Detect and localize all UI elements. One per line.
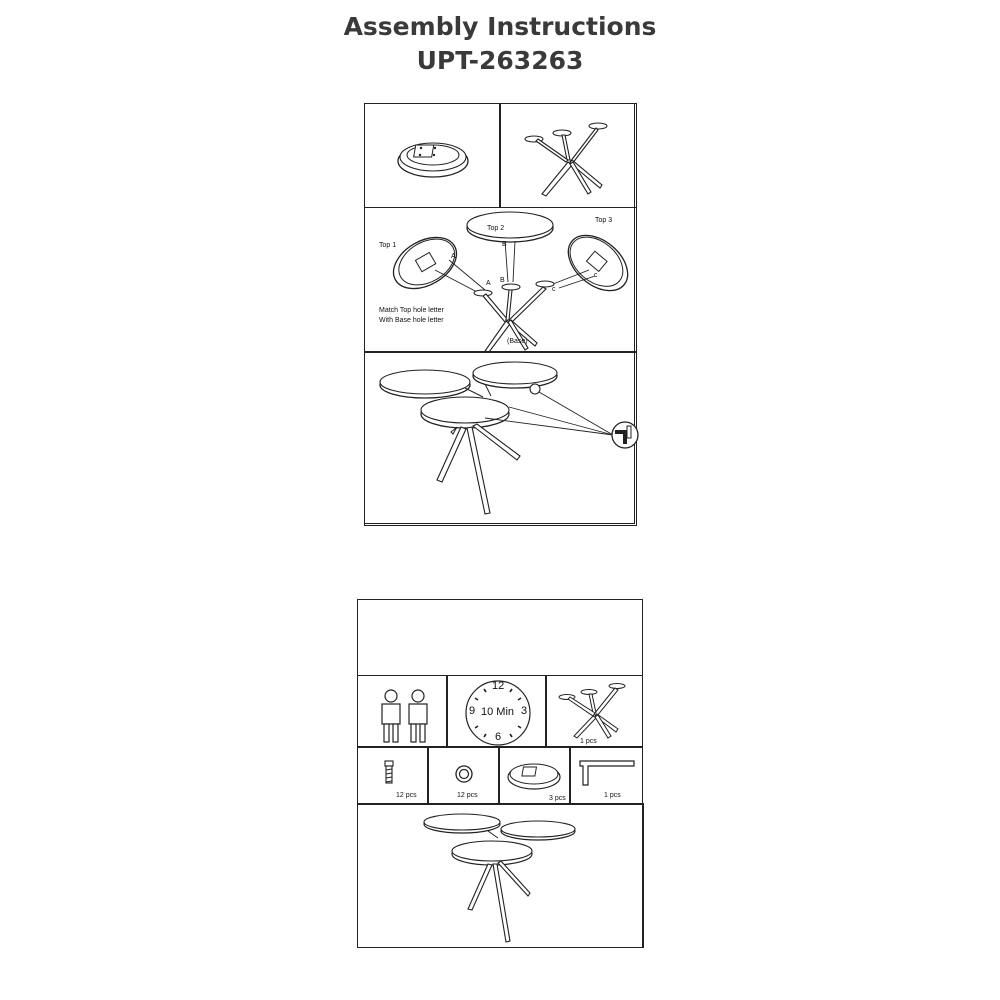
parts-list-panel bbox=[357, 599, 643, 948]
clock-number-12: 12 bbox=[492, 680, 505, 692]
screw-icon bbox=[358, 747, 430, 806]
hole-letter-a-base: A bbox=[486, 280, 491, 287]
clock-number-3: 3 bbox=[521, 705, 528, 717]
washer-quantity: 12 pcs bbox=[457, 792, 478, 799]
hole-letter-b-base: B bbox=[500, 277, 505, 284]
hole-letter-c-base: c bbox=[552, 286, 556, 293]
finished-table-illustration bbox=[358, 804, 645, 949]
tighten-screws-diagram bbox=[365, 352, 638, 527]
hole-letter-c-top: c bbox=[594, 272, 598, 279]
round-top-illustration bbox=[365, 104, 502, 209]
top-2-label: Top 2 bbox=[487, 225, 505, 232]
x-base-illustration bbox=[500, 104, 638, 209]
step-2-cell-matching bbox=[364, 207, 637, 353]
top-3-label: Top 3 bbox=[595, 217, 613, 224]
wrench-quantity: 1 pcs bbox=[604, 792, 621, 799]
assembly-time-label: 10 Min bbox=[481, 706, 515, 718]
model-number: UPT-263263 bbox=[416, 46, 584, 75]
step-1-cell-base bbox=[499, 103, 637, 208]
assembly-time-cell bbox=[446, 675, 547, 748]
top-quantity: 3 pcs bbox=[549, 795, 566, 802]
step-3-cell-tighten bbox=[364, 351, 637, 526]
hole-letter-b-top: B bbox=[502, 241, 507, 248]
hole-letter-a-top: A bbox=[451, 253, 456, 260]
two-people-icon bbox=[358, 676, 449, 749]
base-part-cell bbox=[545, 675, 643, 748]
people-required-cell bbox=[357, 675, 448, 748]
screw-quantity: 12 pcs bbox=[396, 792, 417, 799]
page-title: Assembly Instructions bbox=[343, 12, 657, 41]
base-quantity: 1 pcs bbox=[580, 738, 597, 745]
assembly-steps-panel bbox=[364, 103, 635, 524]
instruction-line-1: Match Top hole letter bbox=[379, 307, 444, 314]
clock-number-6: 6 bbox=[495, 731, 502, 743]
step-1-cell-top-piece bbox=[364, 103, 501, 208]
wrench-part-cell bbox=[569, 746, 643, 805]
clock-number-9: 9 bbox=[469, 705, 476, 717]
screw-part-cell bbox=[357, 746, 429, 805]
top-part-cell bbox=[498, 746, 571, 805]
instruction-line-2: With Base hole letter bbox=[379, 317, 444, 324]
washer-part-cell bbox=[427, 746, 500, 805]
finished-product-cell bbox=[357, 803, 644, 948]
top-1-label: Top 1 bbox=[379, 242, 397, 249]
base-label: (Base) bbox=[507, 338, 528, 345]
